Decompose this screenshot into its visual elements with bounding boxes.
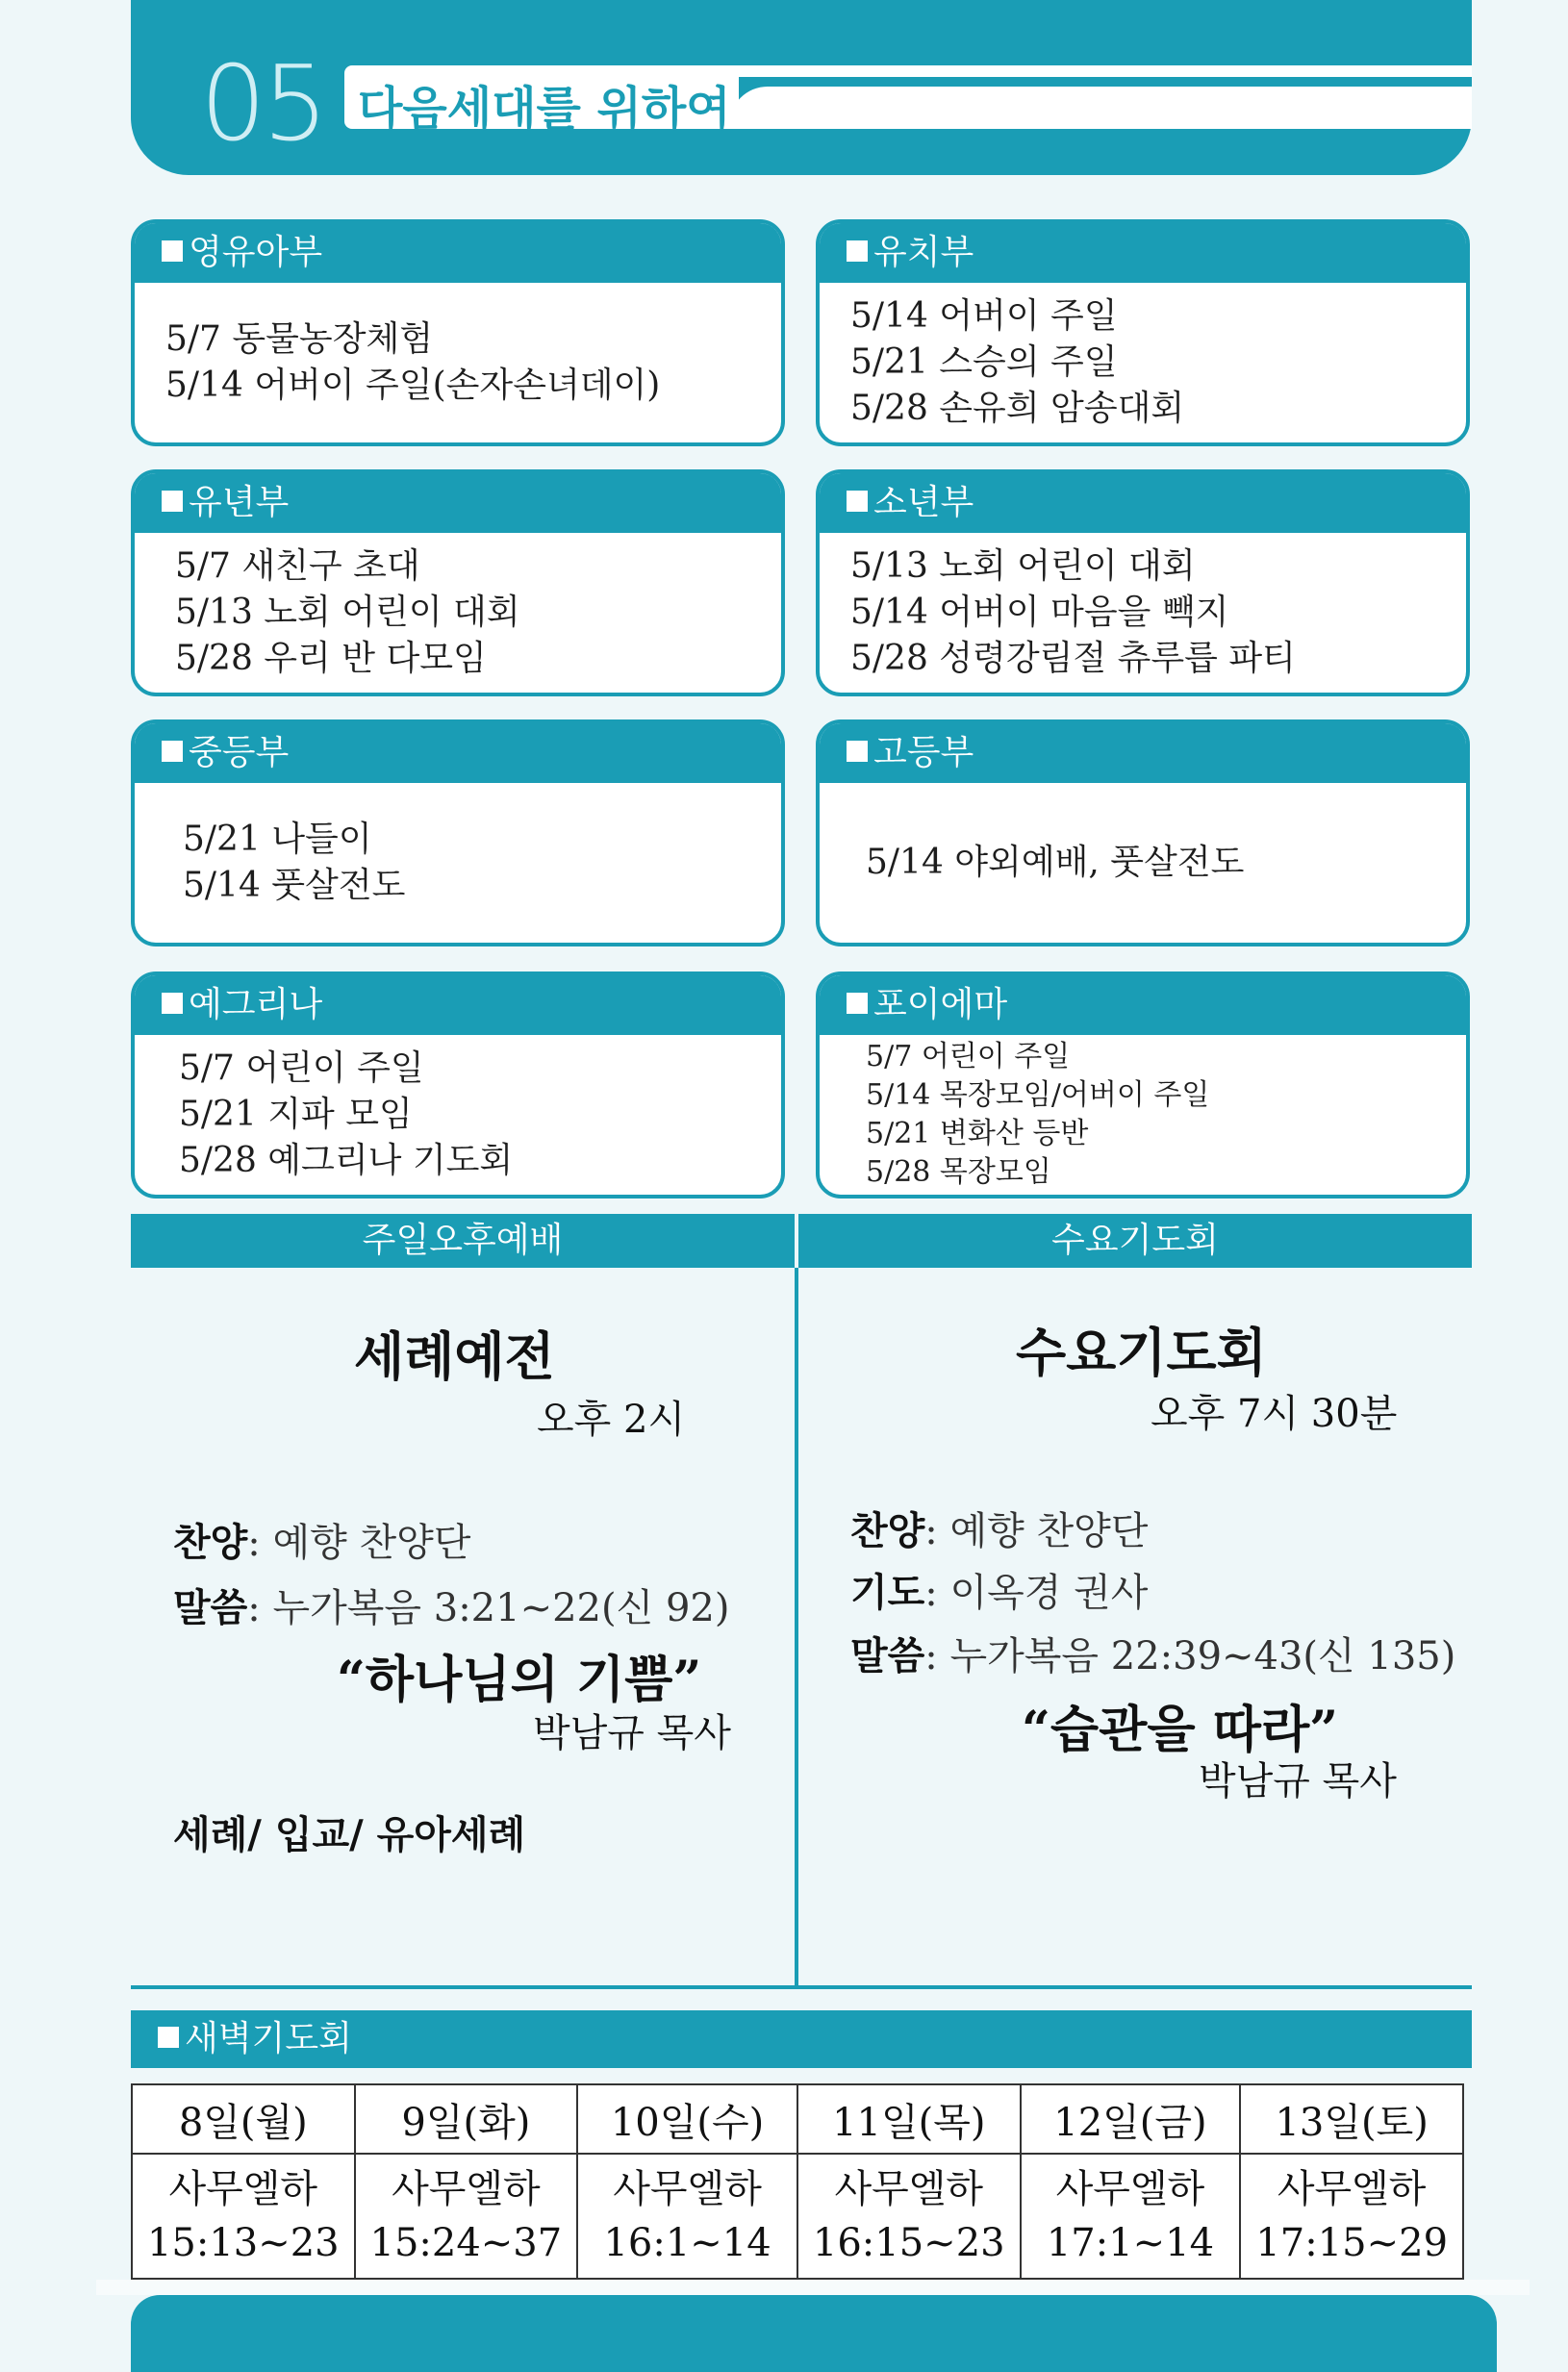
scripture-cell: 사무엘하 17:15~29 xyxy=(1240,2154,1463,2279)
dept-items xyxy=(866,783,1456,943)
square-bullet-icon xyxy=(162,993,183,1014)
dept-header: 영유아부 xyxy=(135,223,781,283)
square-bullet-icon xyxy=(162,491,183,512)
dept-item: 5/14 어버이 주일(손자손녀데이) xyxy=(165,366,661,405)
sermon-title: “하나님의 기쁨” xyxy=(337,1651,702,1709)
dept-box-kindergarten xyxy=(816,219,1470,446)
square-bullet-icon xyxy=(162,240,183,262)
square-bullet-icon xyxy=(162,741,183,762)
dept-header: 포이에마 xyxy=(820,975,1466,1035)
praise-line: 찬양: 예향 찬양단 xyxy=(173,1520,471,1565)
dept-box-youth xyxy=(816,469,1470,696)
dept-item: 5/13 노회 어린이 대회 xyxy=(850,546,1196,586)
dept-item: 5/7 어린이 주일 xyxy=(866,1040,1071,1073)
dept-item: 5/14 어버이 마음을 빽지 xyxy=(850,593,1229,632)
dept-items xyxy=(850,283,1456,442)
square-bullet-icon xyxy=(847,993,868,1014)
square-bullet-icon xyxy=(847,491,868,512)
dept-item: 5/28 예그리나 기도회 xyxy=(179,1141,514,1180)
dept-item: 5/7 어린이 주일 xyxy=(179,1048,424,1088)
preacher: 박남규 목사 xyxy=(533,1711,731,1755)
dawn-prayer-table xyxy=(131,2083,1464,2280)
scripture-cell: 사무엘하 15:24~37 xyxy=(355,2154,578,2279)
dept-box-infant xyxy=(131,219,785,446)
dept-item: 5/28 우리 반 다모임 xyxy=(175,639,487,678)
dept-box-elementary xyxy=(131,469,785,696)
wednesday-header: 수요기도회 xyxy=(798,1214,1472,1268)
service-time: 오후 7시 30분 xyxy=(1151,1392,1398,1436)
dept-item: 5/13 노회 어린이 대회 xyxy=(175,593,520,632)
dept-header: 예그리나 xyxy=(135,975,781,1035)
column-divider xyxy=(795,1268,798,1987)
footer-shadow xyxy=(96,2280,1530,2295)
day-cell: 13일(토) xyxy=(1240,2084,1463,2154)
dept-item: 5/14 풋살전도 xyxy=(183,866,406,905)
section-divider xyxy=(131,1985,1472,1989)
service-note: 세례/ 입교/ 유아세례 xyxy=(173,1812,526,1857)
dept-items xyxy=(175,533,771,693)
preacher: 박남규 목사 xyxy=(1199,1759,1397,1804)
dawn-prayer-header: 새벽기도회 xyxy=(131,2010,1472,2068)
day-cell: 10일(수) xyxy=(577,2084,797,2154)
dept-item: 5/28 성령강림절 츄루릅 파티 xyxy=(850,639,1296,678)
dept-header: 유년부 xyxy=(135,473,781,533)
service-title: 세례예전 xyxy=(354,1325,555,1387)
prayer-line: 기도: 이옥경 권사 xyxy=(850,1570,1149,1615)
dept-box-high-school xyxy=(816,719,1470,946)
day-cell: 9일(화) xyxy=(355,2084,578,2154)
sunday-afternoon-header: 주일오후예배 xyxy=(131,1214,795,1268)
dept-items xyxy=(165,283,771,442)
footer-bar xyxy=(131,2295,1497,2372)
dept-box-middle-school xyxy=(131,719,785,946)
dept-item: 5/21 나들이 xyxy=(183,820,372,859)
section-title: 다음세대를 위하여 xyxy=(358,82,731,136)
praise-line: 찬양: 예향 찬양단 xyxy=(850,1508,1149,1553)
dept-item: 5/21 변화산 등반 xyxy=(866,1117,1089,1150)
day-cell: 12일(금) xyxy=(1021,2084,1241,2154)
dept-item: 5/28 목장모임 xyxy=(866,1155,1051,1189)
service-time: 오후 2시 xyxy=(537,1398,686,1442)
dept-header: 소년부 xyxy=(820,473,1466,533)
service-title: 수요기도회 xyxy=(1016,1322,1267,1383)
dept-header: 고등부 xyxy=(820,723,1466,783)
dept-header: 유치부 xyxy=(820,223,1466,283)
square-bullet-icon xyxy=(847,240,868,262)
dept-items xyxy=(866,1035,1456,1195)
dept-item: 5/7 동물농장체험 xyxy=(165,319,434,359)
scripture-cell: 사무엘하 17:1~14 xyxy=(1021,2154,1241,2279)
dept-items xyxy=(179,1035,771,1195)
dept-header: 중등부 xyxy=(135,723,781,783)
day-cell: 8일(월) xyxy=(132,2084,355,2154)
dept-box-poiema xyxy=(816,972,1470,1199)
dept-items xyxy=(850,533,1456,693)
word-line: 말씀: 누가복음 22:39~43(신 135) xyxy=(850,1633,1456,1678)
sermon-title: “습관을 따라” xyxy=(1022,1701,1339,1759)
dept-item: 5/28 손유희 암송대회 xyxy=(850,389,1185,428)
dept-item: 5/14 야외예배, 풋살전도 xyxy=(866,843,1245,882)
square-bullet-icon xyxy=(158,2027,179,2048)
dept-item: 5/14 목장모임/어버이 주일 xyxy=(866,1078,1210,1112)
dept-item: 5/21 스승의 주일 xyxy=(850,342,1118,382)
dept-items xyxy=(183,783,771,943)
dept-item: 5/14 어버이 주일 xyxy=(850,296,1118,336)
page-header xyxy=(131,0,1472,175)
dept-item: 5/7 새친구 초대 xyxy=(175,546,420,586)
section-title-tab xyxy=(344,65,1472,136)
scripture-cell: 사무엘하 15:13~23 xyxy=(132,2154,355,2279)
section-number: 05 xyxy=(200,44,325,164)
dept-box-yegrina xyxy=(131,972,785,1199)
scripture-cell: 사무엘하 16:1~14 xyxy=(577,2154,797,2279)
scripture-cell: 사무엘하 16:15~23 xyxy=(797,2154,1021,2279)
square-bullet-icon xyxy=(847,741,868,762)
day-cell: 11일(목) xyxy=(797,2084,1021,2154)
word-line: 말씀: 누가복음 3:21~22(신 92) xyxy=(173,1585,730,1630)
dept-item: 5/21 지파 모임 xyxy=(179,1095,413,1134)
